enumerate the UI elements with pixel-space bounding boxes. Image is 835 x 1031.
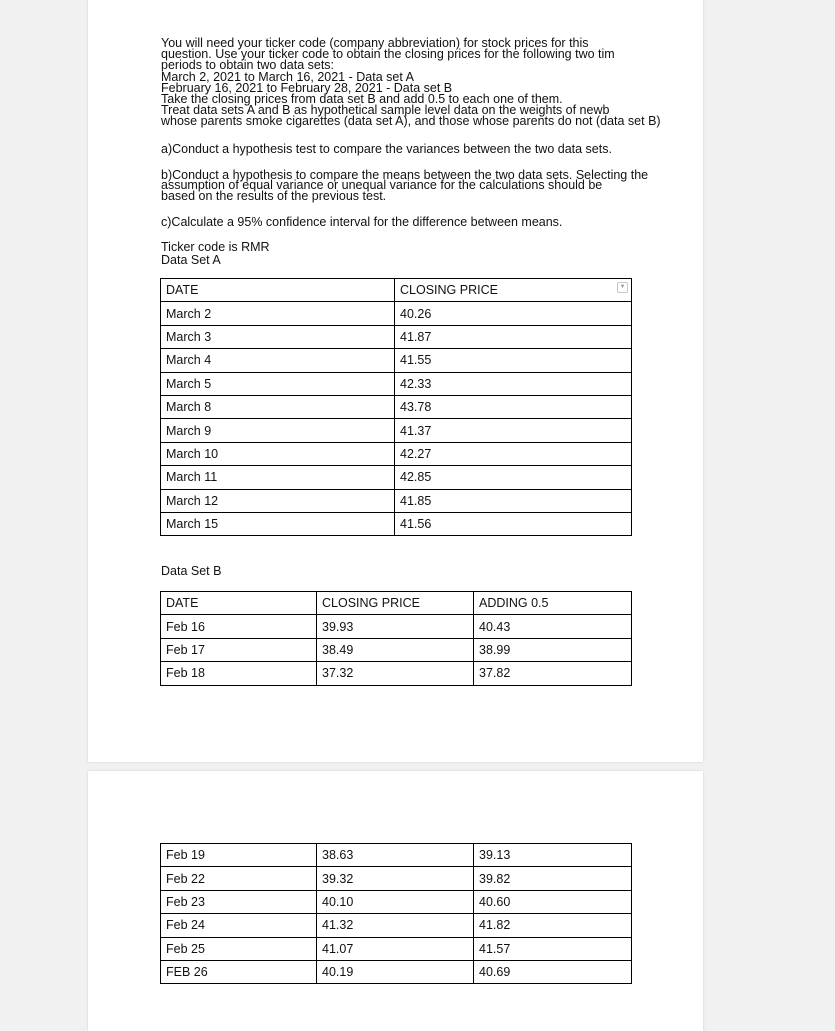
cell-price: 40.10 xyxy=(317,890,474,913)
cell-date: March 5 xyxy=(161,372,395,395)
table-row xyxy=(161,960,632,983)
cell-date: March 3 xyxy=(161,325,395,348)
header-date: DATE xyxy=(161,279,395,302)
cell-date: Feb 25 xyxy=(161,937,317,960)
table-row xyxy=(161,489,632,512)
cell-adjusted: 39.82 xyxy=(474,867,632,890)
table-row xyxy=(161,349,632,372)
header-closing-price[interactable] xyxy=(395,279,632,302)
table-header-row xyxy=(161,592,632,615)
cell-price: 41.56 xyxy=(395,512,632,535)
question-a: a)Conduct a hypothesis test to compare the variances between the two data sets. xyxy=(161,141,612,156)
cell-price: 40.26 xyxy=(395,302,632,325)
cell-price: 42.27 xyxy=(395,442,632,465)
cell-date: March 12 xyxy=(161,489,395,512)
data-set-b-table-continued xyxy=(160,843,632,984)
cell-date: Feb 16 xyxy=(161,615,317,638)
cell-adjusted: 40.60 xyxy=(474,890,632,913)
question-b-line: based on the results of the previous test. xyxy=(161,188,387,203)
cell-date: Feb 22 xyxy=(161,867,317,890)
header-adding: ADDING 0.5 xyxy=(474,592,632,615)
intro-line: You will need your ticker code (company abbreviation) for stock prices for this xyxy=(161,36,589,50)
intro-line: Treat data sets A and B as hypothetical sample level data on the weights of newb xyxy=(161,103,610,118)
cell-price: 42.33 xyxy=(395,372,632,395)
cell-date: FEB 26 xyxy=(161,960,317,983)
cell-adjusted: 40.43 xyxy=(474,615,632,638)
question-b-line: b)Conduct a hypothesis to compare the means between the two data sets. Selecting the xyxy=(161,167,649,182)
cell-adjusted: 41.57 xyxy=(474,937,632,960)
table-row xyxy=(161,442,632,465)
intro-line: March 2, 2021 to March 16, 2021 - Data set A xyxy=(161,69,414,84)
dropdown-icon[interactable]: ▼ xyxy=(617,282,628,293)
cell-price: 41.07 xyxy=(317,937,474,960)
table-row xyxy=(161,638,632,661)
question-c: c)Calculate a 95% confidence interval for the difference between means. xyxy=(161,215,563,230)
cell-price: 39.93 xyxy=(317,615,474,638)
question-b-line: assumption of equal variance or unequal variance for the calculations should be xyxy=(161,178,603,193)
cell-date: Feb 23 xyxy=(161,890,317,913)
cell-price: 41.85 xyxy=(395,489,632,512)
table-row xyxy=(161,844,632,867)
intro-line: February 16, 2021 to February 28, 2021 - Data set B xyxy=(161,80,453,95)
table-header-row xyxy=(161,279,632,302)
cell-price: 41.55 xyxy=(395,349,632,372)
header-date: DATE xyxy=(161,592,317,615)
table-row xyxy=(161,325,632,348)
table-row xyxy=(161,395,632,418)
cell-price: 41.87 xyxy=(395,325,632,348)
cell-date: March 10 xyxy=(161,442,395,465)
cell-date: March 2 xyxy=(161,302,395,325)
cell-date: March 8 xyxy=(161,395,395,418)
intro-line: Take the closing prices from data set B and add 0.5 to each one of them. xyxy=(161,92,563,107)
cell-date: Feb 19 xyxy=(161,844,317,867)
document-page-2 xyxy=(88,771,703,1031)
cell-price: 38.63 xyxy=(317,844,474,867)
cell-price: 41.37 xyxy=(395,419,632,442)
cell-adjusted: 38.99 xyxy=(474,638,632,661)
cell-date: March 15 xyxy=(161,512,395,535)
cell-adjusted: 41.82 xyxy=(474,914,632,937)
table-row xyxy=(161,466,632,489)
data-set-b-label: Data Set B xyxy=(161,564,222,578)
cell-price: 40.19 xyxy=(317,960,474,983)
table-row xyxy=(161,419,632,442)
table-row xyxy=(161,867,632,890)
cell-price: 37.32 xyxy=(317,662,474,685)
data-set-a-table xyxy=(160,278,632,536)
cell-price: 43.78 xyxy=(395,395,632,418)
cell-date: March 11 xyxy=(161,466,395,489)
ticker-code: Ticker code is RMR xyxy=(161,240,270,255)
table-row xyxy=(161,512,632,535)
data-set-a-label: Data Set A xyxy=(161,252,221,267)
table-row xyxy=(161,372,632,395)
cell-date: Feb 24 xyxy=(161,914,317,937)
table-row xyxy=(161,914,632,937)
cell-adjusted: 39.13 xyxy=(474,844,632,867)
table-row xyxy=(161,890,632,913)
table-row xyxy=(161,662,632,685)
intro-line: whose parents smoke cigarettes (data set A), and those whose parents do not (data set B) xyxy=(161,114,661,129)
data-set-b-table xyxy=(160,591,632,686)
question-b xyxy=(161,167,703,203)
cell-price: 42.85 xyxy=(395,466,632,489)
cell-date: March 9 xyxy=(161,419,395,442)
cell-date: March 4 xyxy=(161,349,395,372)
header-closing-price-label: CLOSING PRICE xyxy=(400,283,498,298)
table-row xyxy=(161,937,632,960)
cell-adjusted: 40.69 xyxy=(474,960,632,983)
cell-date: Feb 18 xyxy=(161,662,317,685)
table-row xyxy=(161,302,632,325)
cell-adjusted: 37.82 xyxy=(474,662,632,685)
document-page-1 xyxy=(88,0,703,762)
header-closing-price: CLOSING PRICE xyxy=(317,592,474,615)
cell-price: 39.32 xyxy=(317,867,474,890)
intro-line: periods to obtain two data sets: xyxy=(161,58,335,73)
cell-price: 38.49 xyxy=(317,638,474,661)
intro-line: question. Use your ticker code to obtain the closing prices for the following two tim xyxy=(161,47,615,62)
intro-text-block xyxy=(161,38,703,266)
table-row xyxy=(161,615,632,638)
cell-date: Feb 17 xyxy=(161,638,317,661)
cell-price: 41.32 xyxy=(317,914,474,937)
